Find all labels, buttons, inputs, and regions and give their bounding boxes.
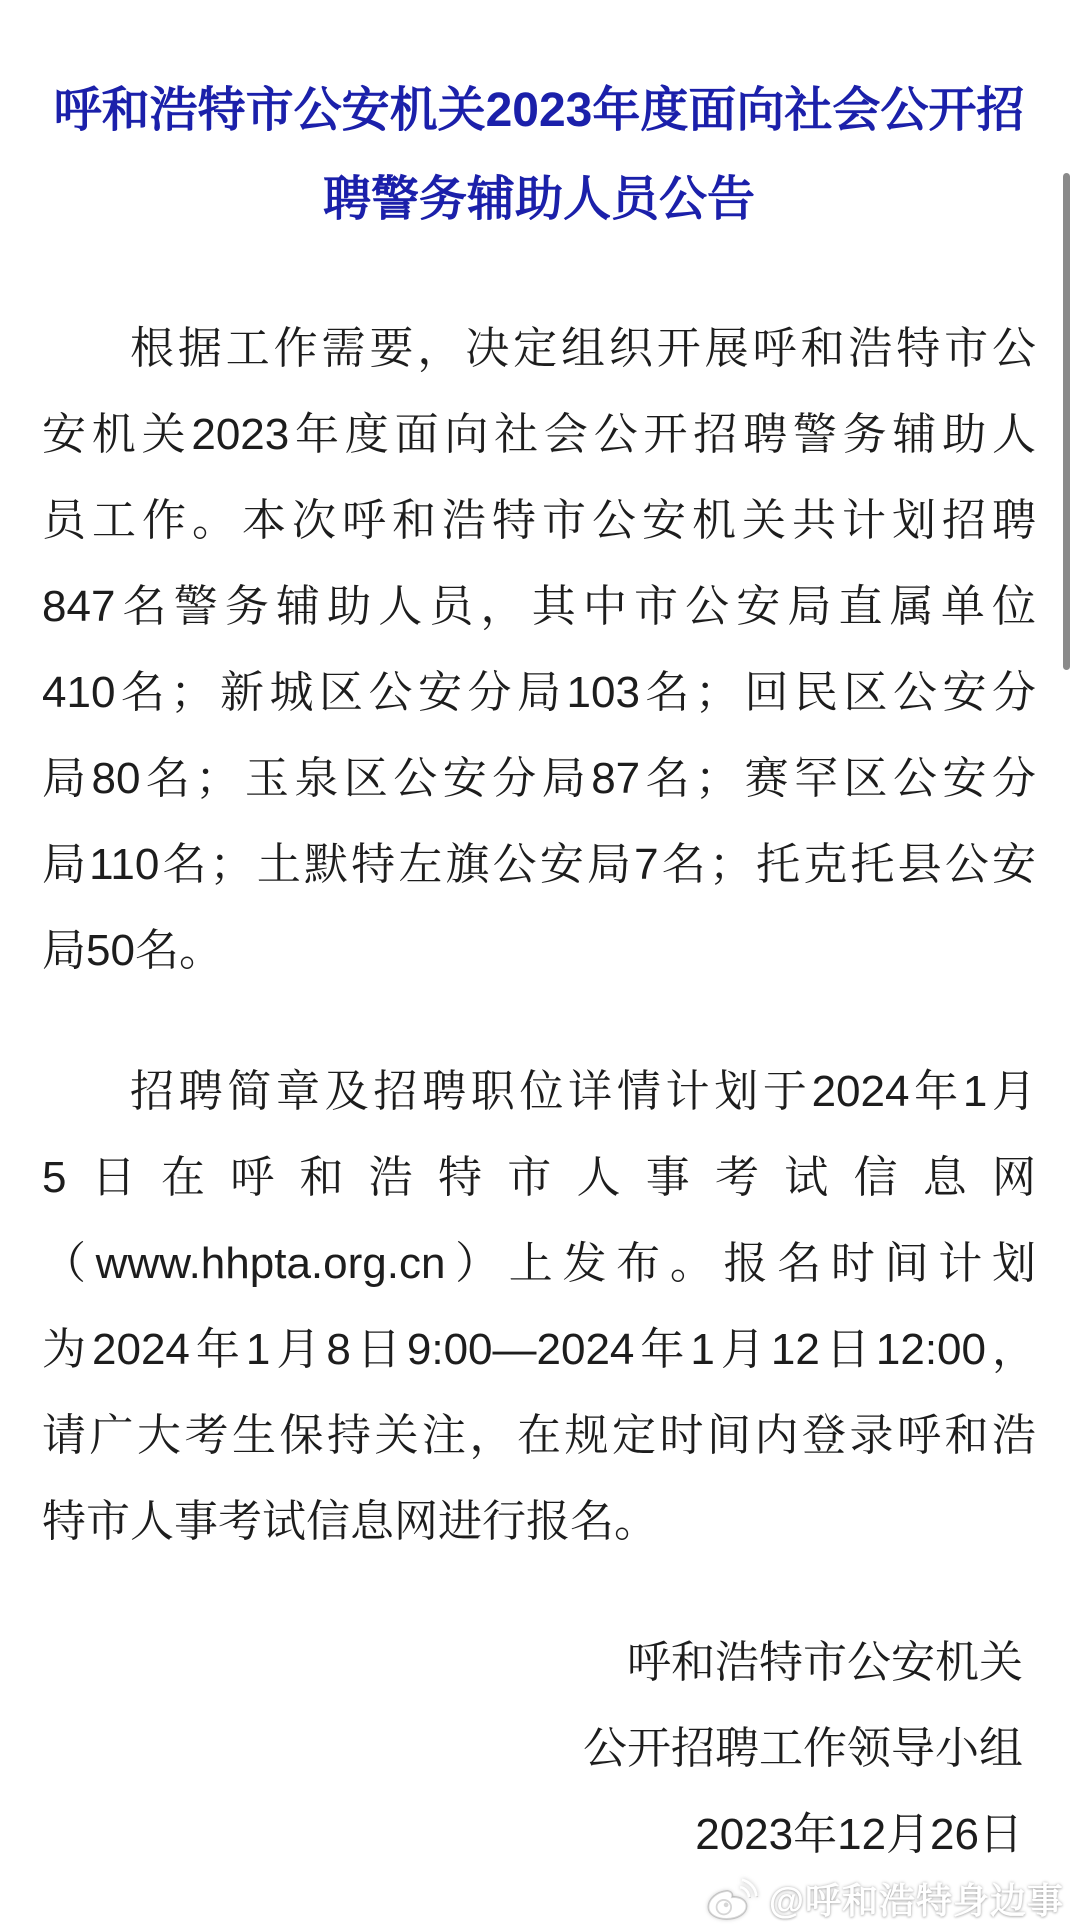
text-line: 员工作。本次呼和浩特市公安机关共计划招聘: [42, 496, 1036, 545]
page-title: [42, 66, 1036, 244]
text-line: 847名警务辅助人员，其中市公安局直属单位: [42, 582, 1036, 631]
title-line-1: 呼和浩特市公安机关2023年度面向社会公开招: [53, 84, 1025, 137]
text-line: 招聘简章及招聘职位详情计划于2024年1月: [130, 1067, 1036, 1116]
text-line: 局50名。: [42, 926, 223, 975]
text-line: （www.hhpta.org.cn）上发布。报名时间计划: [42, 1239, 1036, 1288]
text-line: 呼和浩特市公安机关: [627, 1638, 1023, 1687]
text-line: 公开招聘工作领导小组: [583, 1724, 1023, 1773]
text-line: 5日在呼和浩特市人事考试信息网: [42, 1153, 1036, 1202]
signature-block: [42, 1620, 1036, 1878]
paragraph-overview: [42, 306, 1036, 994]
text-line: 根据工作需要，决定组织开展呼和浩特市公: [130, 324, 1036, 373]
text-line: 410名；新城区公安分局103名；回民区公安分: [42, 668, 1036, 717]
text-line: 安机关2023年度面向社会公开招聘警务辅助人: [42, 410, 1036, 459]
text-line: 为2024年1月8日9:00—2024年1月12日12:00，: [42, 1325, 1036, 1374]
text-line: 特市人事考试信息网进行报名。: [42, 1497, 658, 1546]
weibo-icon: [703, 1877, 761, 1921]
paragraph-schedule: [42, 1049, 1036, 1565]
text-line: 请广大考生保持关注，在规定时间内登录呼和浩: [42, 1411, 1036, 1460]
title-line-2: 聘警务辅助人员公告: [322, 173, 755, 226]
watermark: [703, 1873, 1064, 1924]
text-line: 2023年12月26日: [695, 1810, 1023, 1859]
text-line: 局110名；土默特左旗公安局7名；托克托县公安: [42, 840, 1036, 889]
watermark-handle: @呼和浩特身边事: [768, 1880, 1064, 1921]
scrollbar-thumb[interactable]: [1063, 173, 1070, 670]
text-line: 局80名；玉泉区公安分局87名；赛罕区公安分: [42, 754, 1036, 803]
